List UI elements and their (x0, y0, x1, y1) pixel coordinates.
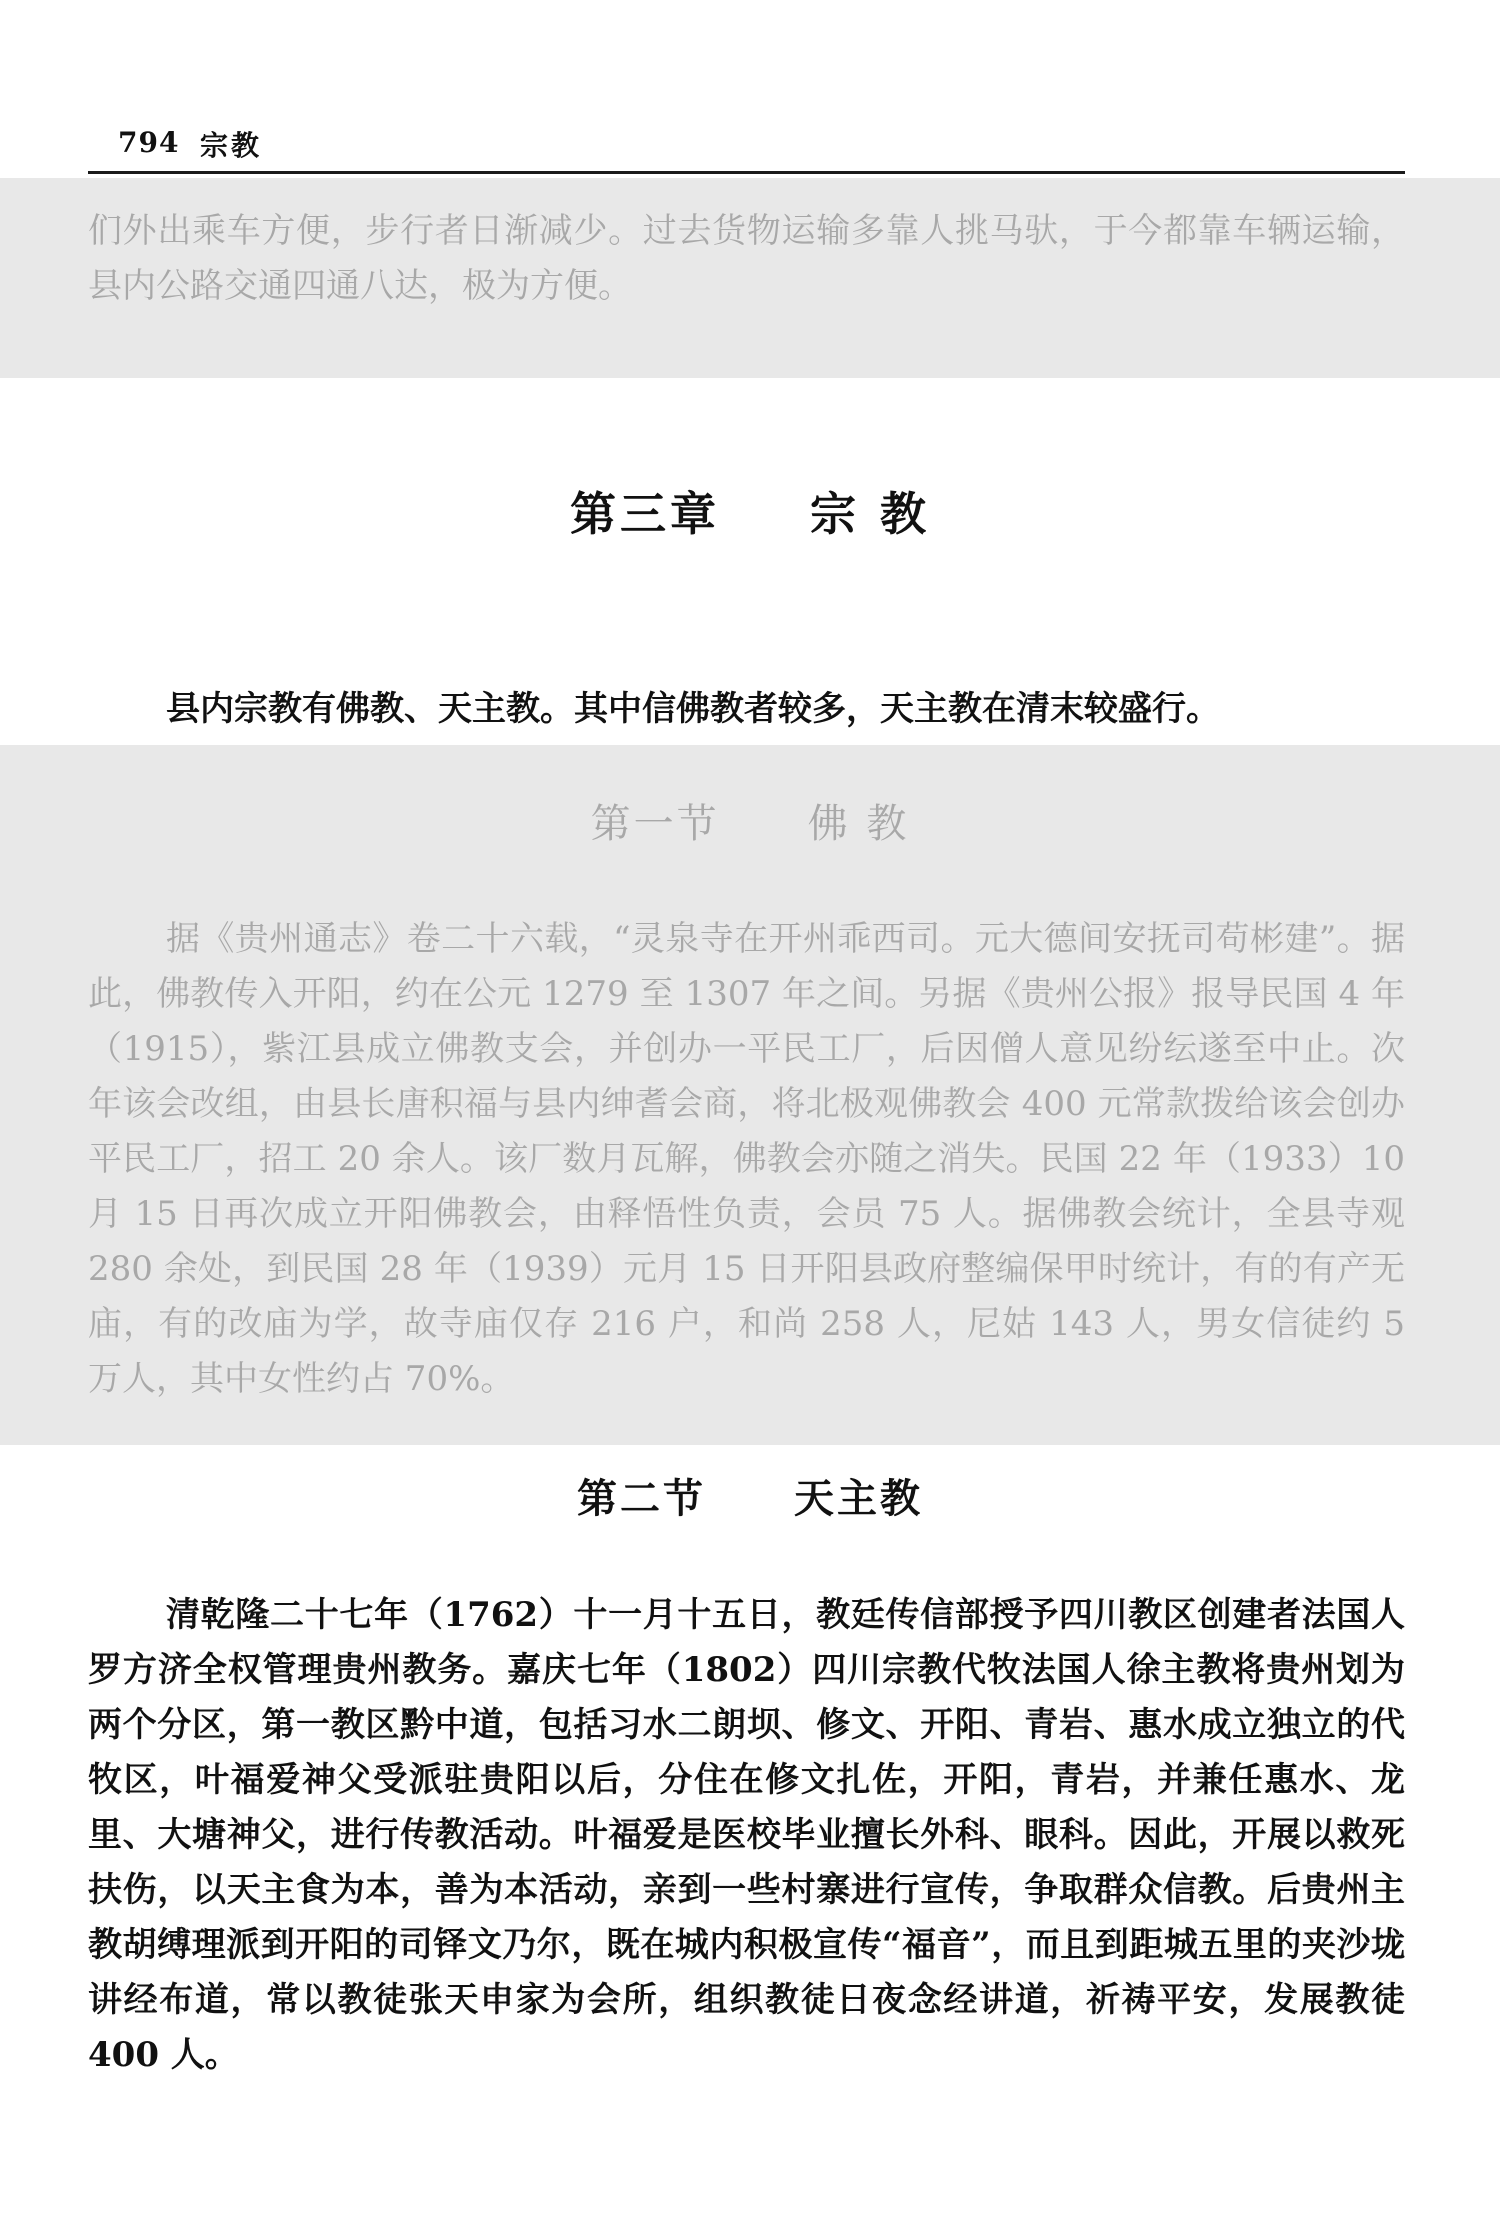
chapter-heading (0, 478, 1500, 544)
continuation-paragraph: 们外出乘车方便，步行者日渐减少。过去货物运输多靠人挑马驮，于今都靠车辆运输，县内公路交通四通八达，极为方便。 (88, 211, 1405, 306)
section-number: 第一节 (590, 801, 720, 847)
chapter-number: 第三章 (569, 487, 720, 541)
chapter-intro-paragraph: 县内宗教有佛教、天主教。其中信佛教者较多，天主教在清末较盛行。 (166, 689, 1220, 729)
section-title: 佛 教 (807, 801, 910, 847)
section-heading-buddhism (0, 792, 1500, 849)
page-number: 794 (118, 126, 180, 159)
section-title: 天主教 (794, 1475, 923, 1522)
section-body-catholicism: 清乾隆二十七年（1762）十一月十五日，教廷传信部授予四川教区创建者法国人罗方济全权管理贵州教务。嘉庆七年（1802）四川宗教代牧法国人徐主教将贵州划为两个分区，第一教区黔中道，包括习水二朗坝、修文、开阳、青岩、惠水成立独立的代牧区，叶福爱神父受派驻贵阳以后，分住在修文扎佐，开阳，青岩，并兼任惠水、龙里、大塘神父，进行传教活动。叶福爱是医校毕业擅长外科、眼科。因此，开展以救死扶伤，以天主食为本，善为本活动，亲到一些村寨进行宣传，争取群众信教。后贵州主教胡缚理派到开阳的司铎文乃尔，既在城内积极宣传“福音”，而且到距城五里的夹沙垅讲经布道，常以教徒张天申家为会所，组织教徒日夜念经讲道，祈祷平安，发展教徒 400 人。 (88, 1595, 1405, 2075)
running-title: 宗教 (200, 129, 263, 162)
section-number: 第二节 (577, 1475, 706, 1522)
section-heading-catholicism (0, 1467, 1500, 1524)
section-body-buddhism: 据《贵州通志》卷二十六载，“灵泉寺在开州乖西司。元大德间安抚司苟彬建”。据此，佛教传入开阳，约在公元 1279 至 1307 年之间。另据《贵州公报》报导民国 4 年（1915），紫江县成立佛教支会，并创办一平民工厂，后因僧人意见纷纭遂至中止。次年该会改组，由县长唐积福与县内绅耆会商，将北极观佛教会 400 元常款拨给该会创办平民工厂，招工 20 余人。该厂数月瓦解，佛教会亦随之消失。民国 22 年（1933）10 月 15 日再次成立开阳佛教会，由释悟性负责，会员 75 人。据佛教会统计，全县寺观 280 余处，到民国 28 年（1939）元月 15 日开阳县政府整编保甲时统计，有的有产无庙，有的改庙为学，故寺庙仅存 216 户，和尚 258 人，尼姑 143 人，男女信徒约 5 万人，其中女性约占 70%。 (88, 919, 1405, 1399)
page-header (88, 122, 1405, 174)
chapter-title: 宗 教 (809, 487, 930, 541)
